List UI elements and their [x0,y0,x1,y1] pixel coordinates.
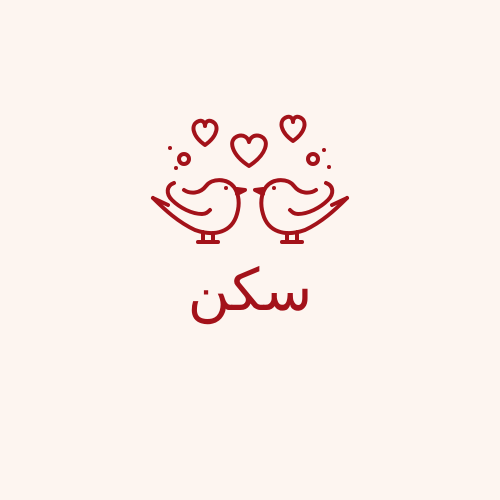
bird-icon-left [153,180,245,242]
heart-icon-right [281,117,304,141]
heart-icon-left [193,121,216,145]
heart-icon-center [232,135,266,166]
brand-name: سكن [187,256,313,324]
bird-icon-right [255,180,347,242]
